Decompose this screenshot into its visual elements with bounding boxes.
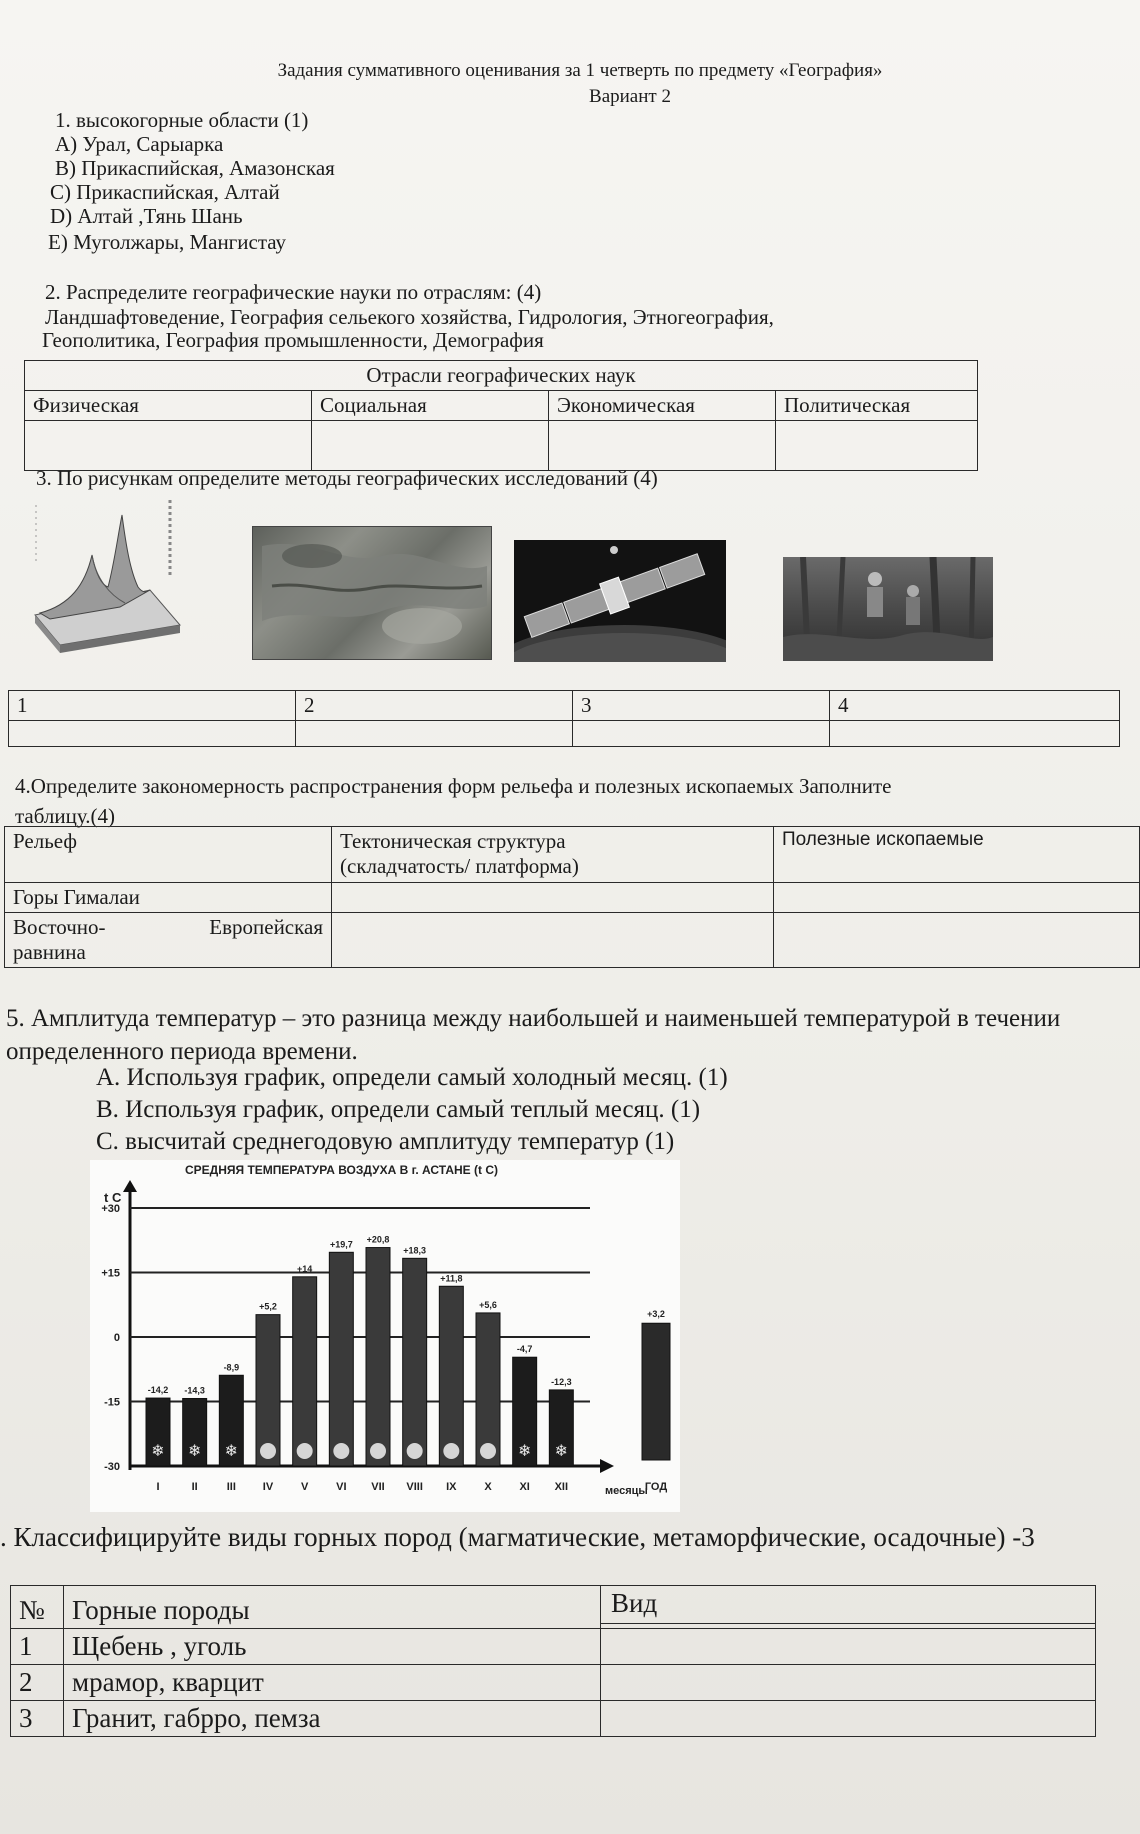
q3-col-3: 3 — [573, 691, 830, 721]
variant-label: Вариант 2 — [589, 86, 671, 107]
q2-list-line2: Геополитика, География промышленности, Демография — [42, 328, 544, 352]
worksheet-title: Задания суммативного оценивания за 1 четверть по предмету «География» — [277, 60, 883, 81]
q3-col-4: 4 — [830, 691, 1120, 721]
snowflake-icon: ❄ — [187, 1443, 202, 1460]
q2-answer-social[interactable] — [312, 421, 549, 471]
chart-title: СРЕДНЯЯ ТЕМПЕРАТУРА ВОЗДУХА В г. АСТАНЕ (t C) — [185, 1163, 499, 1177]
q1-option-e: E) Муголжары, Мангистау — [48, 230, 287, 254]
chart-y-tick-label: +30 — [101, 1203, 120, 1215]
chart-y-axis-arrow — [123, 1180, 137, 1192]
q6-row2-rocks: мрамор, кварцит — [64, 1665, 601, 1701]
q2-col-social: Социальная — [312, 391, 549, 421]
chart-x-axis-arrow — [600, 1459, 614, 1473]
q6-table — [10, 1585, 1096, 1737]
chart-y-tick-label: 0 — [113, 1332, 120, 1344]
chart-x-tick-label-annual: ГОД — [644, 1481, 668, 1493]
q4-row-east-european-plain — [5, 913, 332, 968]
sun-icon — [480, 1443, 496, 1459]
q2-col-political: Политическая — [776, 391, 978, 421]
chart-x-tick-label: VI — [336, 1481, 347, 1493]
chart-bar — [329, 1252, 353, 1466]
chart-data-label: +5,6 — [479, 1299, 497, 1310]
q6-col-type: Вид — [601, 1586, 1096, 1624]
chart-x-tick-label: XI — [519, 1481, 530, 1493]
chart-y-tick-label: -15 — [104, 1396, 120, 1409]
q2-table — [24, 360, 978, 471]
chart-bar-annual — [642, 1323, 670, 1460]
field-research-image — [783, 557, 993, 661]
q4-question-line1: 4.Определите закономерность распространения форм рельефа и полезных ископаемых Заполните — [15, 774, 892, 798]
chart-x-tick-label: III — [226, 1481, 236, 1493]
chart-data-label-annual: +3,2 — [647, 1309, 665, 1320]
chart-y-tick-label: +15 — [101, 1267, 120, 1280]
chart-data-label: +14 — [297, 1263, 313, 1274]
chart-data-label: +5,2 — [259, 1301, 277, 1312]
sun-icon — [443, 1443, 459, 1459]
q4-row-himalayas: Горы Гималаи — [5, 883, 332, 913]
chart-data-label: +18,3 — [403, 1245, 427, 1256]
sun-icon — [333, 1443, 349, 1459]
chart-x-tick-label: II — [191, 1481, 198, 1493]
chart-data-label: +20,8 — [366, 1234, 390, 1245]
chart-data-label: -14,3 — [184, 1385, 205, 1396]
snowflake-icon: ❄ — [554, 1443, 569, 1460]
chart-bars — [146, 1248, 670, 1466]
q6-row1-answer[interactable] — [601, 1629, 1096, 1665]
chart-x-tick-label: VIII — [406, 1481, 423, 1493]
q4-answer-himalayas-tectonic[interactable] — [332, 883, 774, 913]
q6-row1-num: 1 — [11, 1629, 64, 1665]
q2-answer-economic[interactable] — [549, 421, 776, 471]
q5-task-b: B. Используя график, определи самый теплый месяц. (1) — [96, 1096, 701, 1123]
q5-line2: определенного периода времени. — [6, 1038, 358, 1065]
q1-option-c: C) Прикаспийская, Алтай — [50, 180, 280, 204]
chart-x-ticks — [156, 1481, 667, 1493]
q4-header-relief: Рельеф — [5, 827, 332, 883]
q4-answer-plain-tectonic[interactable] — [332, 913, 774, 968]
q6-question: . Классифицируйте виды горных пород (магматические, метаморфические, осадочные) -3 — [0, 1522, 1035, 1552]
temperature-chart — [90, 1160, 680, 1512]
q4-row2-part3: равнина — [13, 940, 86, 964]
q3-answer-2[interactable] — [296, 721, 573, 747]
q6-row2-num: 2 — [11, 1665, 64, 1701]
q4-row2-part1: Восточно- — [13, 915, 106, 939]
q1-question: 1. высокогорные области (1) — [55, 108, 309, 132]
chart-data-label: +19,7 — [329, 1239, 353, 1250]
chart-x-tick-label: IX — [446, 1481, 457, 1493]
q1-option-b: B) Прикаспийская, Амазонская — [55, 156, 335, 180]
q6-col-num: № — [11, 1586, 64, 1629]
snowflake-icon: ❄ — [224, 1443, 239, 1460]
q4-table — [4, 826, 1140, 968]
sun-icon — [370, 1443, 386, 1459]
temperature-chart-svg — [90, 1160, 680, 1512]
q3-col-2: 2 — [296, 691, 573, 721]
chart-x-tick-label: X — [484, 1481, 492, 1493]
sun-icon — [407, 1443, 423, 1459]
satellite-image — [514, 540, 726, 662]
chart-data-label: -14,2 — [147, 1385, 169, 1396]
q2-answer-physical[interactable] — [25, 421, 312, 471]
q4-answer-plain-minerals[interactable] — [774, 913, 1140, 968]
chart-bar — [439, 1286, 463, 1466]
chart-xlabel: месяцы — [605, 1485, 648, 1497]
chart-x-tick-label: I — [156, 1481, 160, 1493]
snowflake-icon: ❄ — [517, 1443, 532, 1460]
q2-question: 2. Распределите географические науки по отраслям: (4) — [45, 280, 542, 304]
q6-row1-rocks: Щебень , уголь — [64, 1629, 601, 1665]
sun-icon — [260, 1443, 276, 1459]
chart-y-tick-label: -30 — [104, 1461, 120, 1473]
satellite-map-image — [252, 526, 492, 660]
q6-row3-answer[interactable] — [601, 1701, 1096, 1737]
q2-list-line1: Ландшафтоведение, География сельекого хозяйства, Гидрология, Этногеография, — [45, 305, 774, 329]
chart-ylabel: t C — [104, 1190, 122, 1205]
q5-task-c: C. высчитай среднегодовую амплитуду температур (1) — [96, 1128, 675, 1155]
chart-x-tick-label: V — [300, 1481, 309, 1493]
sun-icon — [297, 1443, 313, 1459]
q3-col-1: 1 — [9, 691, 296, 721]
chart-data-label: -12,3 — [551, 1376, 572, 1387]
q3-answer-1[interactable] — [9, 721, 296, 747]
chart-bar — [366, 1248, 390, 1466]
q3-question: 3. По рисункам определите методы географических исследований (4) — [36, 466, 658, 490]
chart-bar — [293, 1277, 317, 1466]
chart-x-tick-label: XII — [554, 1481, 569, 1493]
q4-row2-part2: Европейская — [209, 915, 323, 939]
q1-option-a: A) Урал, Сарыарка — [55, 132, 224, 156]
q1-option-d: D) Алтай ,Тянь Шань — [50, 204, 243, 228]
q2-answer-political[interactable] — [776, 421, 978, 471]
q6-row3-rocks: Гранит, габрро, пемза — [64, 1701, 601, 1737]
q5-line1: 5. Амплитуда температур – это разница между наибольшей и наименьшей температурой в течении — [6, 1005, 1061, 1032]
q6-row2-answer[interactable] — [601, 1665, 1096, 1701]
chart-data-label: -8,9 — [223, 1362, 240, 1373]
chart-x-tick-label: IV — [262, 1481, 274, 1493]
chart-data-label: -4,7 — [516, 1344, 533, 1355]
q6-col-rocks: Горные породы — [64, 1586, 601, 1629]
q4-header-tectonic-line1: Тектоническая структура — [340, 829, 566, 853]
q4-header-minerals: Полезные ископаемые — [774, 827, 1140, 883]
q6-row3-num: 3 — [11, 1701, 64, 1737]
chart-data-label: +11,8 — [440, 1273, 463, 1284]
q2-col-physical: Физическая — [25, 391, 312, 421]
chart-bar — [403, 1258, 427, 1466]
q5-task-a: A. Используя график, определи самый холодный месяц. (1) — [96, 1064, 728, 1091]
3d-relief-model-image — [30, 495, 190, 655]
q3-table — [8, 690, 1120, 747]
q4-header-tectonic-line2: (складчатость/ платформа) — [340, 854, 579, 878]
q3-answer-4[interactable] — [830, 721, 1120, 747]
chart-x-tick-label: VII — [371, 1481, 385, 1493]
snowflake-icon: ❄ — [151, 1443, 165, 1460]
q2-table-header: Отрасли географических наук — [25, 361, 978, 391]
chart-y-ticks — [101, 1203, 120, 1473]
q2-col-economic: Экономическая — [549, 391, 776, 421]
q4-header-tectonic — [332, 827, 774, 883]
q4-question-line2: таблицу.(4) — [15, 804, 116, 828]
q4-answer-himalayas-minerals[interactable] — [774, 883, 1140, 913]
q3-answer-3[interactable] — [573, 721, 830, 747]
